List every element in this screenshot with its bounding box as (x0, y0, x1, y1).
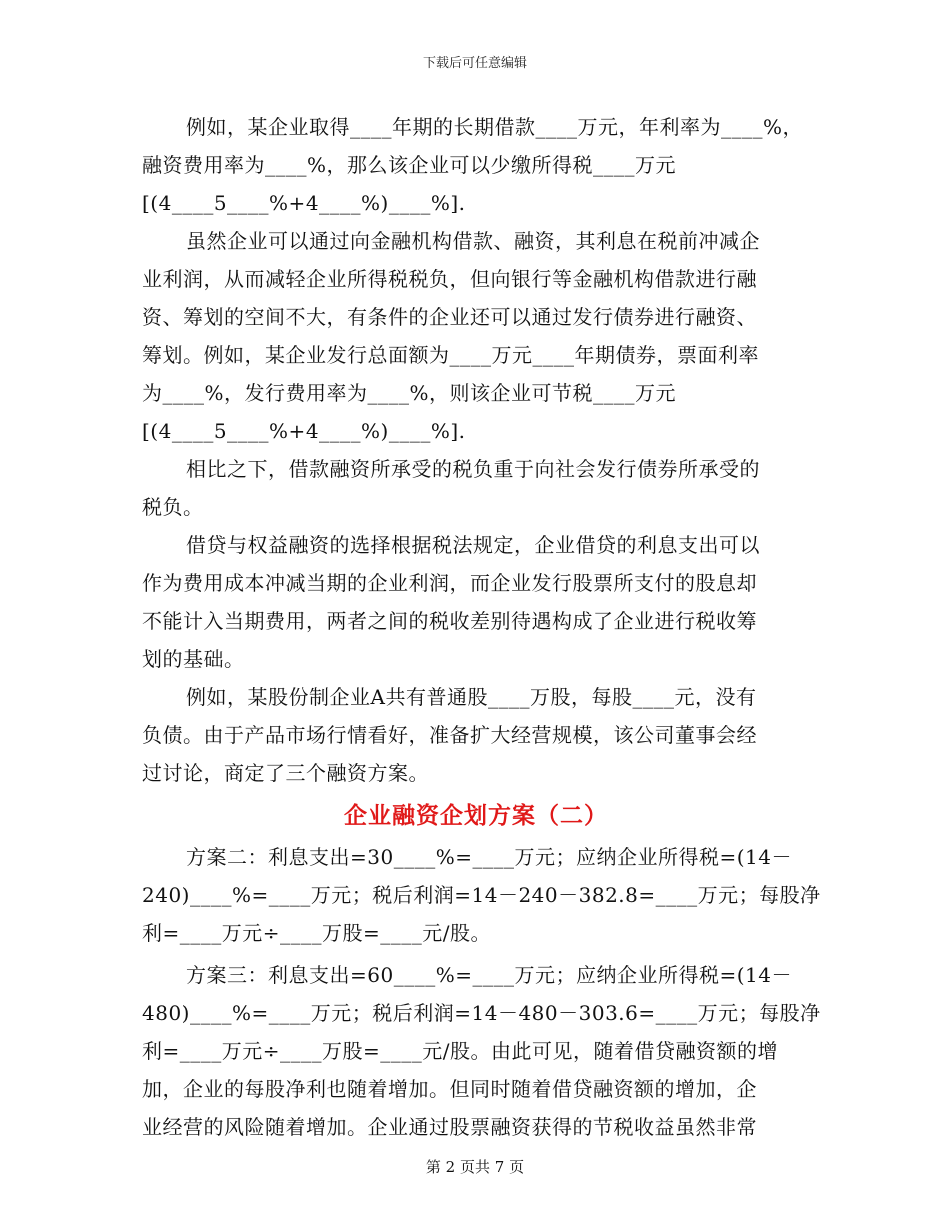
text-line: [(4____5____%+4____%)____%]. (142, 419, 466, 443)
text-line: 480)____%=____万元；税后利润=14－480－303.6=____万元；每股净 (142, 1001, 821, 1025)
text-line: 方案二：利息支出=30____%=____万元；应纳企业所得税=(14－ (186, 845, 792, 869)
text-line: 划的基础。 (142, 647, 245, 671)
text-line: 筹划。例如，某企业发行总面额为____万元____年期债券，票面利率 (142, 343, 759, 367)
paragraph-block-3 (142, 956, 821, 1146)
text-line: 业经营的风险随着增加。企业通过股票融资获得的节税收益虽然非常 (142, 1115, 757, 1139)
text-line: 借贷与权益融资的选择根据税法规定，企业借贷的利息支出可以 (186, 533, 760, 557)
text-line: 相比之下，借款融资所承受的税负重于向社会发行债券所承受的 (186, 457, 760, 481)
text-line: 业利润，从而减轻企业所得税税负，但向银行等金融机构借款进行融 (142, 267, 757, 291)
text-line: 融资费用率为____%，那么该企业可以少缴所得税____万元 (142, 153, 677, 177)
text-line: 例如，某股份制企业A共有普通股____万股，每股____元，没有 (186, 685, 757, 709)
text-line: 资、筹划的空间不大，有条件的企业还可以通过发行债券进行融资、 (142, 305, 757, 329)
text-line: 利=____万元÷____万股=____元/股。由此可见，随着借贷融资额的增 (142, 1039, 779, 1063)
paragraph-block-2 (142, 838, 821, 952)
text-line: 虽然企业可以通过向金融机构借款、融资，其利息在税前冲减企 (186, 229, 760, 253)
paragraph-block-1 (142, 108, 810, 792)
text-line: 为____%，发行费用率为____%，则该企业可节税____万元 (142, 381, 677, 405)
text-line: 负债。由于产品市场行情看好，准备扩大经营规模，该公司董事会经 (142, 723, 757, 747)
page-footer: 第 2 页共 7 页 (425, 1158, 525, 1176)
page-header: 下载后可任意编辑 (422, 56, 527, 71)
text-line: 例如，某企业取得____年期的长期借款____万元，年利率为____%， (186, 115, 804, 139)
text-line: 利=____万元÷____万股=____元/股。 (142, 921, 492, 945)
text-line: 过讨论，商定了三个融资方案。 (142, 761, 429, 785)
text-line: 税负。 (142, 495, 204, 519)
text-line: 方案三：利息支出=60____%=____万元；应纳企业所得税=(14－ (186, 963, 792, 987)
text-line: 240)____%=____万元；税后利润=14－240－382.8=____万元；每股净 (142, 883, 821, 907)
text-line: 加，企业的每股净利也随着增加。但同时随着借贷融资额的增加，企 (142, 1077, 757, 1101)
text-line: [(4____5____%+4____%)____%]. (142, 191, 466, 215)
document-body (142, 108, 821, 1146)
text-line: 作为费用成本冲减当期的企业利润，而企业发行股票所支付的股息却 (142, 571, 757, 595)
text-line: 不能计入当期费用，两者之间的税收差别待遇构成了企业进行税收筹 (142, 609, 757, 633)
section-title: 企业融资企划方案（二） (344, 802, 608, 829)
